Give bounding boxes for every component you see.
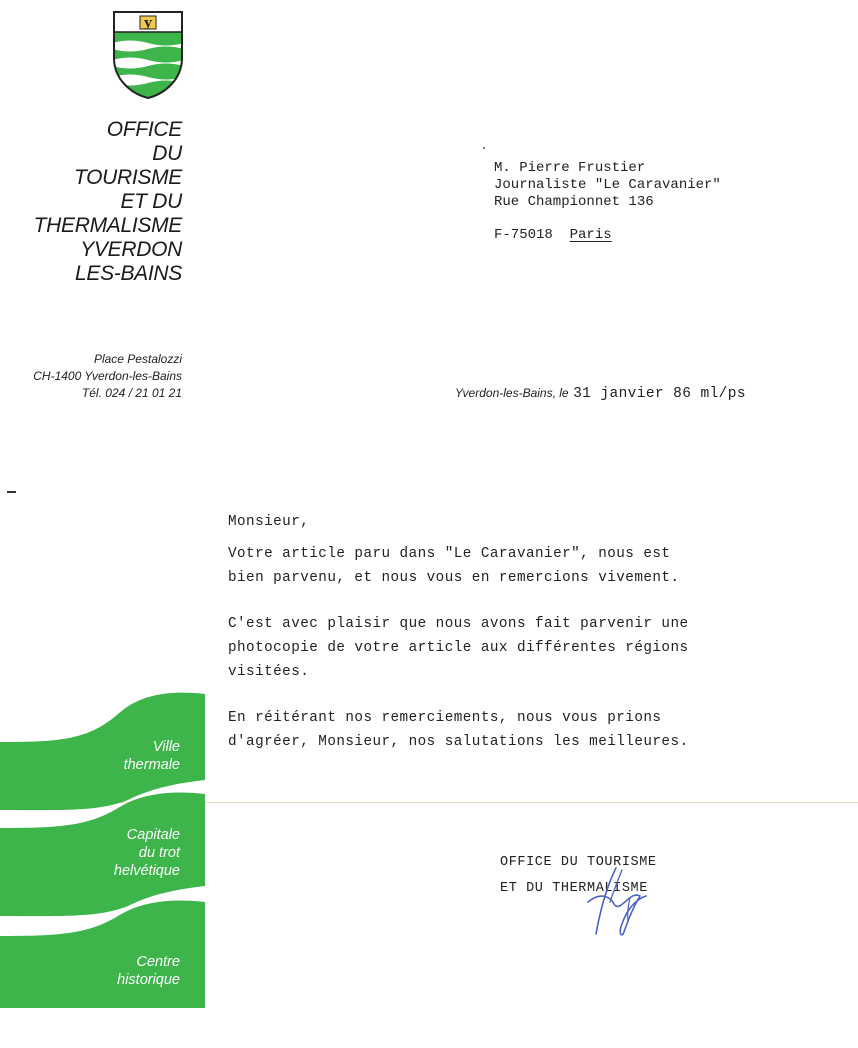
crest-emblem: y — [144, 16, 152, 31]
crest-logo — [112, 10, 184, 100]
office-address — [33, 351, 182, 402]
fold-mark — [7, 491, 16, 493]
paper-speck — [483, 147, 485, 149]
recipient-address — [494, 160, 721, 244]
body-paragraph — [228, 542, 828, 590]
band-label-line: thermale — [123, 757, 180, 773]
body-line: C'est avec plaisir que nous avons fait parvenir une — [228, 616, 689, 632]
office-name — [34, 118, 182, 286]
band-label-line: du trot — [138, 845, 180, 861]
body-line: En réitérant nos remerciements, nous vous prions — [228, 710, 662, 726]
dateline-place: Yverdon-les-Bains, le — [455, 386, 569, 400]
band-label-line: historique — [117, 972, 180, 988]
band-label-centre-historique — [117, 953, 180, 989]
band-label-line: Ville — [152, 739, 180, 755]
green-wave-band — [0, 690, 215, 1010]
band-label-capitale — [114, 826, 180, 880]
salutation: Monsieur, — [228, 514, 310, 530]
recipient-name: M. Pierre Frustier — [494, 160, 646, 176]
office-name-line: LES-BAINS — [74, 262, 182, 285]
office-name-line: THERMALISME — [33, 214, 182, 237]
signature-line: OFFICE DU TOURISME — [500, 855, 657, 870]
body-paragraph — [228, 612, 828, 684]
dateline-date: 31 janvier 86 ml/ps — [573, 386, 746, 402]
dateline — [455, 384, 746, 402]
body-paragraph — [228, 706, 828, 754]
band-label-ville-thermale — [124, 738, 180, 774]
band-label-line: helvétique — [113, 863, 180, 879]
address-line: CH-1400 Yverdon-les-Bains — [33, 369, 182, 383]
recipient-city-line — [494, 227, 721, 244]
body-line: photocopie de votre article aux différentes régions — [228, 640, 689, 656]
body-line: visitées. — [228, 664, 310, 680]
address-line: Tél. 024 / 21 01 21 — [81, 386, 182, 400]
body-line: Votre article paru dans "Le Caravanier", nous est — [228, 546, 671, 562]
body-line: bien parvenu, et nous vous en remercions vivement. — [228, 570, 680, 586]
address-line: Place Pestalozzi — [93, 352, 182, 366]
recipient-city: Paris — [569, 227, 612, 243]
band-label-line: Centre — [136, 954, 180, 970]
office-name-line: DU — [152, 142, 182, 165]
office-name-line: ET DU — [120, 190, 182, 213]
band-label-line: Capitale — [126, 827, 180, 843]
signature-line: ET DU THERMALISME — [500, 881, 648, 896]
recipient-title: Journaliste "Le Caravanier" — [494, 177, 721, 193]
office-name-line: OFFICE — [106, 118, 182, 141]
handwritten-signature — [578, 862, 668, 942]
office-name-line: TOURISME — [73, 166, 182, 189]
letter-body — [228, 510, 828, 776]
recipient-street: Rue Championnet 136 — [494, 194, 654, 210]
recipient-postcode: F-75018 — [494, 227, 553, 243]
office-name-line: YVERDON — [80, 238, 182, 261]
body-line: d'agréer, Monsieur, nos salutations les meilleures. — [228, 734, 689, 750]
